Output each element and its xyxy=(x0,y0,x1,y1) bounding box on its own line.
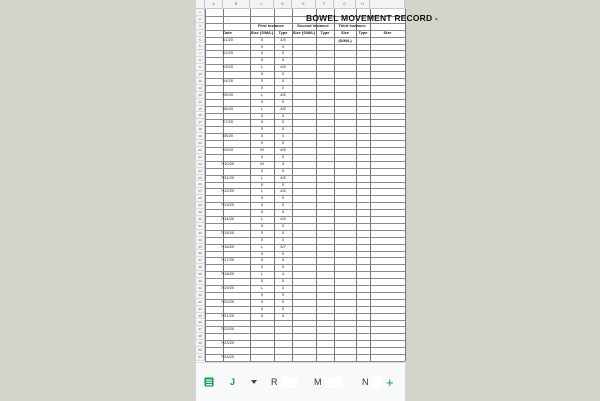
date-cell[interactable]: 7/9/20 xyxy=(221,147,234,152)
row-number[interactable]: 15 xyxy=(196,106,205,113)
column-title: Type xyxy=(278,29,288,35)
size-cell[interactable]: 0 xyxy=(260,250,264,256)
type-cell[interactable]: 0 xyxy=(281,181,285,187)
row-number[interactable]: 26 xyxy=(196,182,205,189)
size-cell[interactable]: 0 xyxy=(260,57,264,63)
size-cell[interactable]: 0 xyxy=(260,71,264,77)
column-header[interactable]: F xyxy=(316,0,334,9)
size-cell[interactable]: L xyxy=(260,271,264,277)
type-cell[interactable]: 3 xyxy=(281,160,285,166)
date-cell[interactable]: 7/7/20 xyxy=(221,119,234,125)
column-header[interactable]: H xyxy=(356,0,370,9)
row-number[interactable]: 30 xyxy=(196,209,205,216)
size-cell[interactable]: 0 xyxy=(260,298,264,304)
column-gridline xyxy=(292,9,293,361)
size-cell[interactable]: L xyxy=(260,64,264,70)
size-cell[interactable]: 0 xyxy=(260,140,264,146)
column-gridline xyxy=(356,9,357,361)
type-cell[interactable]: 0 xyxy=(281,84,285,90)
row-number[interactable]: 47 xyxy=(196,326,205,333)
column-gridline xyxy=(370,9,371,361)
tab-label: R xyxy=(271,377,278,387)
row-number[interactable]: 49 xyxy=(196,340,205,347)
date-cell[interactable]: 7/19/20 xyxy=(220,285,235,290)
add-icon: + xyxy=(386,374,394,390)
type-cell[interactable]: 0 xyxy=(281,229,285,235)
group-header: Third Instance xyxy=(338,22,366,28)
column-gridline xyxy=(405,9,406,361)
type-cell[interactable]: 0 xyxy=(281,112,285,118)
size-cell[interactable]: 0 xyxy=(260,119,264,125)
caret-down-icon[interactable] xyxy=(251,363,257,401)
date-cell[interactable]: 7/21/20 xyxy=(220,312,235,318)
size-cell[interactable]: 0 xyxy=(260,98,264,104)
date-cell[interactable]: 7/15/20 xyxy=(220,229,235,235)
type-cell[interactable]: 0 xyxy=(281,43,285,49)
date-cell[interactable]: 7/6/20 xyxy=(221,105,234,111)
size-cell[interactable]: 0 xyxy=(260,78,264,83)
size-cell[interactable]: 0 xyxy=(260,126,264,132)
column-header[interactable]: E xyxy=(292,0,316,9)
corner-cell xyxy=(196,0,205,9)
cell-a2[interactable]: - xyxy=(226,15,229,21)
row-number[interactable]: 32 xyxy=(196,223,205,230)
tab-m[interactable] xyxy=(314,363,343,401)
size-cell[interactable]: 0 xyxy=(260,209,264,215)
type-cell[interactable]: 0 xyxy=(281,305,285,311)
sheet-title: BOWEL MOVEMENT RECORD - xyxy=(306,13,438,23)
row-number[interactable]: 19 xyxy=(196,133,205,140)
row-number[interactable]: 48 xyxy=(196,333,205,340)
date-cell[interactable]: 7/23/20 xyxy=(220,340,235,346)
size-cell[interactable]: L xyxy=(260,91,264,97)
row-number[interactable]: 46 xyxy=(196,320,205,327)
row-number[interactable]: 39 xyxy=(196,271,205,278)
tab-current[interactable] xyxy=(230,363,235,401)
row-number[interactable]: 13 xyxy=(196,92,205,99)
size-cell[interactable]: 0 xyxy=(260,195,264,201)
row-number[interactable]: 31 xyxy=(196,216,205,223)
tab-r[interactable] xyxy=(271,363,297,401)
date-cell[interactable]: 7/18/20 xyxy=(220,271,235,277)
sheets-grid-icon[interactable] xyxy=(204,363,214,401)
size-cell[interactable]: 0 xyxy=(260,229,264,235)
type-cell[interactable]: 0 xyxy=(281,291,285,297)
row-number[interactable]: 38 xyxy=(196,264,205,271)
row-number[interactable]: 44 xyxy=(196,306,205,313)
date-cell[interactable]: 7/14/20 xyxy=(220,216,235,221)
date-cell[interactable]: 7/8/20 xyxy=(221,133,234,139)
row-number[interactable]: 17 xyxy=(196,119,205,126)
size-cell[interactable]: 0 xyxy=(260,236,264,242)
size-cell[interactable]: 0 xyxy=(260,167,264,173)
group-header: Second Instance xyxy=(297,22,329,28)
size-cell[interactable]: L xyxy=(260,174,264,180)
type-cell[interactable]: 0 xyxy=(281,298,285,304)
row-number[interactable]: 23 xyxy=(196,161,205,168)
size-cell[interactable]: 0 xyxy=(260,202,264,208)
sheet-tab-bar xyxy=(196,362,405,401)
row-number[interactable]: 9 xyxy=(196,64,205,71)
row-number[interactable]: 4 xyxy=(196,30,205,37)
size-cell[interactable]: 0 xyxy=(260,264,264,270)
date-cell[interactable]: 7/22/20 xyxy=(220,326,235,332)
date-cell[interactable]: 7/1/20 xyxy=(221,36,234,42)
tab-n[interactable] xyxy=(362,363,382,401)
row-number[interactable]: 14 xyxy=(196,99,205,106)
row-number[interactable]: 22 xyxy=(196,154,205,161)
row-number[interactable]: 12 xyxy=(196,85,205,92)
column-title: Size (S/M/L) xyxy=(292,29,316,35)
row-number[interactable]: 36 xyxy=(196,251,205,258)
date-cell[interactable]: 7/12/20 xyxy=(220,188,235,194)
date-cell[interactable]: 7/11/20 xyxy=(220,174,235,180)
type-cell[interactable]: 4/5 xyxy=(280,91,286,97)
type-cell[interactable]: 0 xyxy=(281,140,285,146)
size-cell[interactable]: 0 xyxy=(260,278,264,284)
type-cell[interactable]: 0 xyxy=(281,250,285,256)
size-cell[interactable]: L xyxy=(260,188,264,194)
row-number[interactable]: 33 xyxy=(196,230,205,237)
size-cell[interactable]: 0 xyxy=(260,43,264,49)
type-cell[interactable]: 0 xyxy=(281,202,285,208)
row-number[interactable]: 5 xyxy=(196,37,205,44)
type-cell[interactable]: 0 xyxy=(281,167,285,173)
row-number[interactable]: 51 xyxy=(196,354,205,361)
date-cell[interactable]: 7/3/20 xyxy=(221,64,234,70)
type-cell[interactable]: 0 xyxy=(281,222,285,228)
column-header[interactable]: B xyxy=(223,0,250,9)
type-cell[interactable]: 0 xyxy=(281,278,285,284)
row-number[interactable]: 34 xyxy=(196,237,205,244)
type-cell[interactable]: 0 xyxy=(281,71,285,77)
column-title: Size (S/M/L) xyxy=(338,29,352,43)
size-cell[interactable]: 0 xyxy=(260,84,264,90)
type-cell[interactable]: 4/5 xyxy=(280,105,286,111)
type-cell[interactable] xyxy=(274,353,292,361)
size-cell[interactable]: M xyxy=(260,160,264,166)
row-number[interactable]: 21 xyxy=(196,147,205,154)
type-cell[interactable]: 0 xyxy=(281,257,285,263)
spreadsheet-grid[interactable] xyxy=(196,0,405,362)
type-cell[interactable]: 0 xyxy=(281,126,285,132)
type-cell[interactable]: 4 xyxy=(281,285,285,290)
type-cell[interactable]: 4/5 xyxy=(280,147,286,152)
type-cell[interactable]: 0 xyxy=(281,195,285,201)
date-cell[interactable]: 7/2/20 xyxy=(221,50,234,56)
row-number[interactable]: 18 xyxy=(196,126,205,133)
size-cell[interactable]: L xyxy=(260,243,264,249)
row-number[interactable]: 11 xyxy=(196,78,205,85)
row-number[interactable]: 25 xyxy=(196,175,205,182)
date-cell[interactable]: 7/24/20 xyxy=(220,354,235,359)
type-cell[interactable]: 4/5 xyxy=(280,188,286,194)
type-cell[interactable]: 0 xyxy=(281,78,285,83)
date-cell[interactable]: 7/17/20 xyxy=(220,257,235,263)
size-cell[interactable]: L xyxy=(260,216,264,221)
date-cell[interactable]: 7/10/20 xyxy=(220,160,235,166)
add-sheet-button[interactable] xyxy=(386,363,394,401)
size-cell[interactable]: 0 xyxy=(260,312,264,318)
row-number[interactable]: 37 xyxy=(196,257,205,264)
row-number[interactable]: 2 xyxy=(196,16,205,23)
type-cell[interactable]: 4/5 xyxy=(280,216,286,221)
size-cell[interactable]: 0 xyxy=(260,222,264,228)
type-cell[interactable]: 0 xyxy=(281,133,285,139)
tab-label: J xyxy=(230,377,236,387)
row-number[interactable]: 42 xyxy=(196,292,205,299)
size-cell[interactable]: L xyxy=(260,105,264,111)
type-cell[interactable]: 0 xyxy=(281,153,285,159)
type-cell[interactable]: 3/7 xyxy=(280,243,286,249)
date-cell[interactable]: 7/20/20 xyxy=(220,298,235,304)
type-cell[interactable]: 4 xyxy=(281,271,285,277)
date-cell[interactable]: 7/5/20 xyxy=(221,91,234,97)
row-number[interactable]: 45 xyxy=(196,313,205,320)
row-number[interactable]: 24 xyxy=(196,168,205,175)
row-number[interactable]: 20 xyxy=(196,140,205,147)
size-cell[interactable]: 0 xyxy=(260,181,264,187)
date-cell[interactable]: 7/4/20 xyxy=(221,78,234,83)
row-number[interactable]: 35 xyxy=(196,244,205,251)
type-cell[interactable]: 0 xyxy=(281,50,285,56)
column-header[interactable]: D xyxy=(274,0,292,9)
size-cell[interactable]: 0 xyxy=(260,257,264,263)
column-title: Size (S/M/L) xyxy=(250,29,274,35)
phone-screen xyxy=(196,0,438,400)
size-cell[interactable]: 0 xyxy=(260,112,264,118)
size-cell[interactable] xyxy=(250,353,274,361)
size-cell[interactable]: 0 xyxy=(260,50,264,56)
date-cell[interactable]: 7/13/20 xyxy=(220,202,235,208)
size-cell[interactable]: 0 xyxy=(260,291,264,297)
column-header[interactable]: A xyxy=(205,0,223,9)
type-cell[interactable]: 0 xyxy=(281,98,285,104)
type-cell[interactable]: 0 xyxy=(281,57,285,63)
column-header[interactable] xyxy=(370,0,405,9)
row-number[interactable]: 16 xyxy=(196,113,205,120)
type-cell[interactable]: 0 xyxy=(281,209,285,215)
row-number[interactable]: 7 xyxy=(196,50,205,57)
row-number[interactable]: 43 xyxy=(196,299,205,306)
row-number[interactable]: 29 xyxy=(196,202,205,209)
date-cell[interactable]: 7/16/20 xyxy=(220,243,235,249)
type-cell[interactable]: 4/5 xyxy=(280,36,286,42)
column-header[interactable]: C xyxy=(250,0,274,9)
size-cell[interactable]: L xyxy=(260,285,264,290)
tab-label: N xyxy=(362,377,369,387)
row-number[interactable]: 40 xyxy=(196,278,205,285)
tab-label: M xyxy=(314,377,322,387)
type-cell[interactable]: 0 xyxy=(281,312,285,318)
row-number[interactable]: 8 xyxy=(196,57,205,64)
type-cell[interactable]: 0 xyxy=(281,236,285,242)
row-number[interactable]: 50 xyxy=(196,347,205,354)
column-title: Type xyxy=(358,29,368,35)
row-number[interactable]: 41 xyxy=(196,285,205,292)
type-cell[interactable]: 0 xyxy=(281,264,285,270)
group-header: First Instance xyxy=(257,22,284,28)
row-number[interactable]: 3 xyxy=(196,23,205,30)
row-number[interactable]: 10 xyxy=(196,71,205,78)
column-title: Date xyxy=(223,29,232,35)
row-number[interactable]: 28 xyxy=(196,195,205,202)
size-cell[interactable]: 0 xyxy=(260,305,264,311)
size-cell[interactable]: M xyxy=(260,147,264,152)
column-title: Type xyxy=(320,29,330,35)
size-cell[interactable]: 0 xyxy=(260,153,264,159)
type-cell[interactable]: 4/5 xyxy=(280,174,286,180)
row-number[interactable]: 27 xyxy=(196,188,205,195)
row-number[interactable]: 1 xyxy=(196,9,205,16)
size-cell[interactable]: 0 xyxy=(260,36,264,42)
column-gridline xyxy=(316,9,317,361)
column-title: Size xyxy=(383,29,392,35)
type-cell[interactable]: 0 xyxy=(281,119,285,125)
column-header[interactable]: G xyxy=(334,0,356,9)
type-cell[interactable]: 4/5 xyxy=(280,64,286,70)
size-cell[interactable]: 0 xyxy=(260,133,264,139)
row-number[interactable]: 6 xyxy=(196,44,205,51)
column-gridline xyxy=(334,9,335,361)
